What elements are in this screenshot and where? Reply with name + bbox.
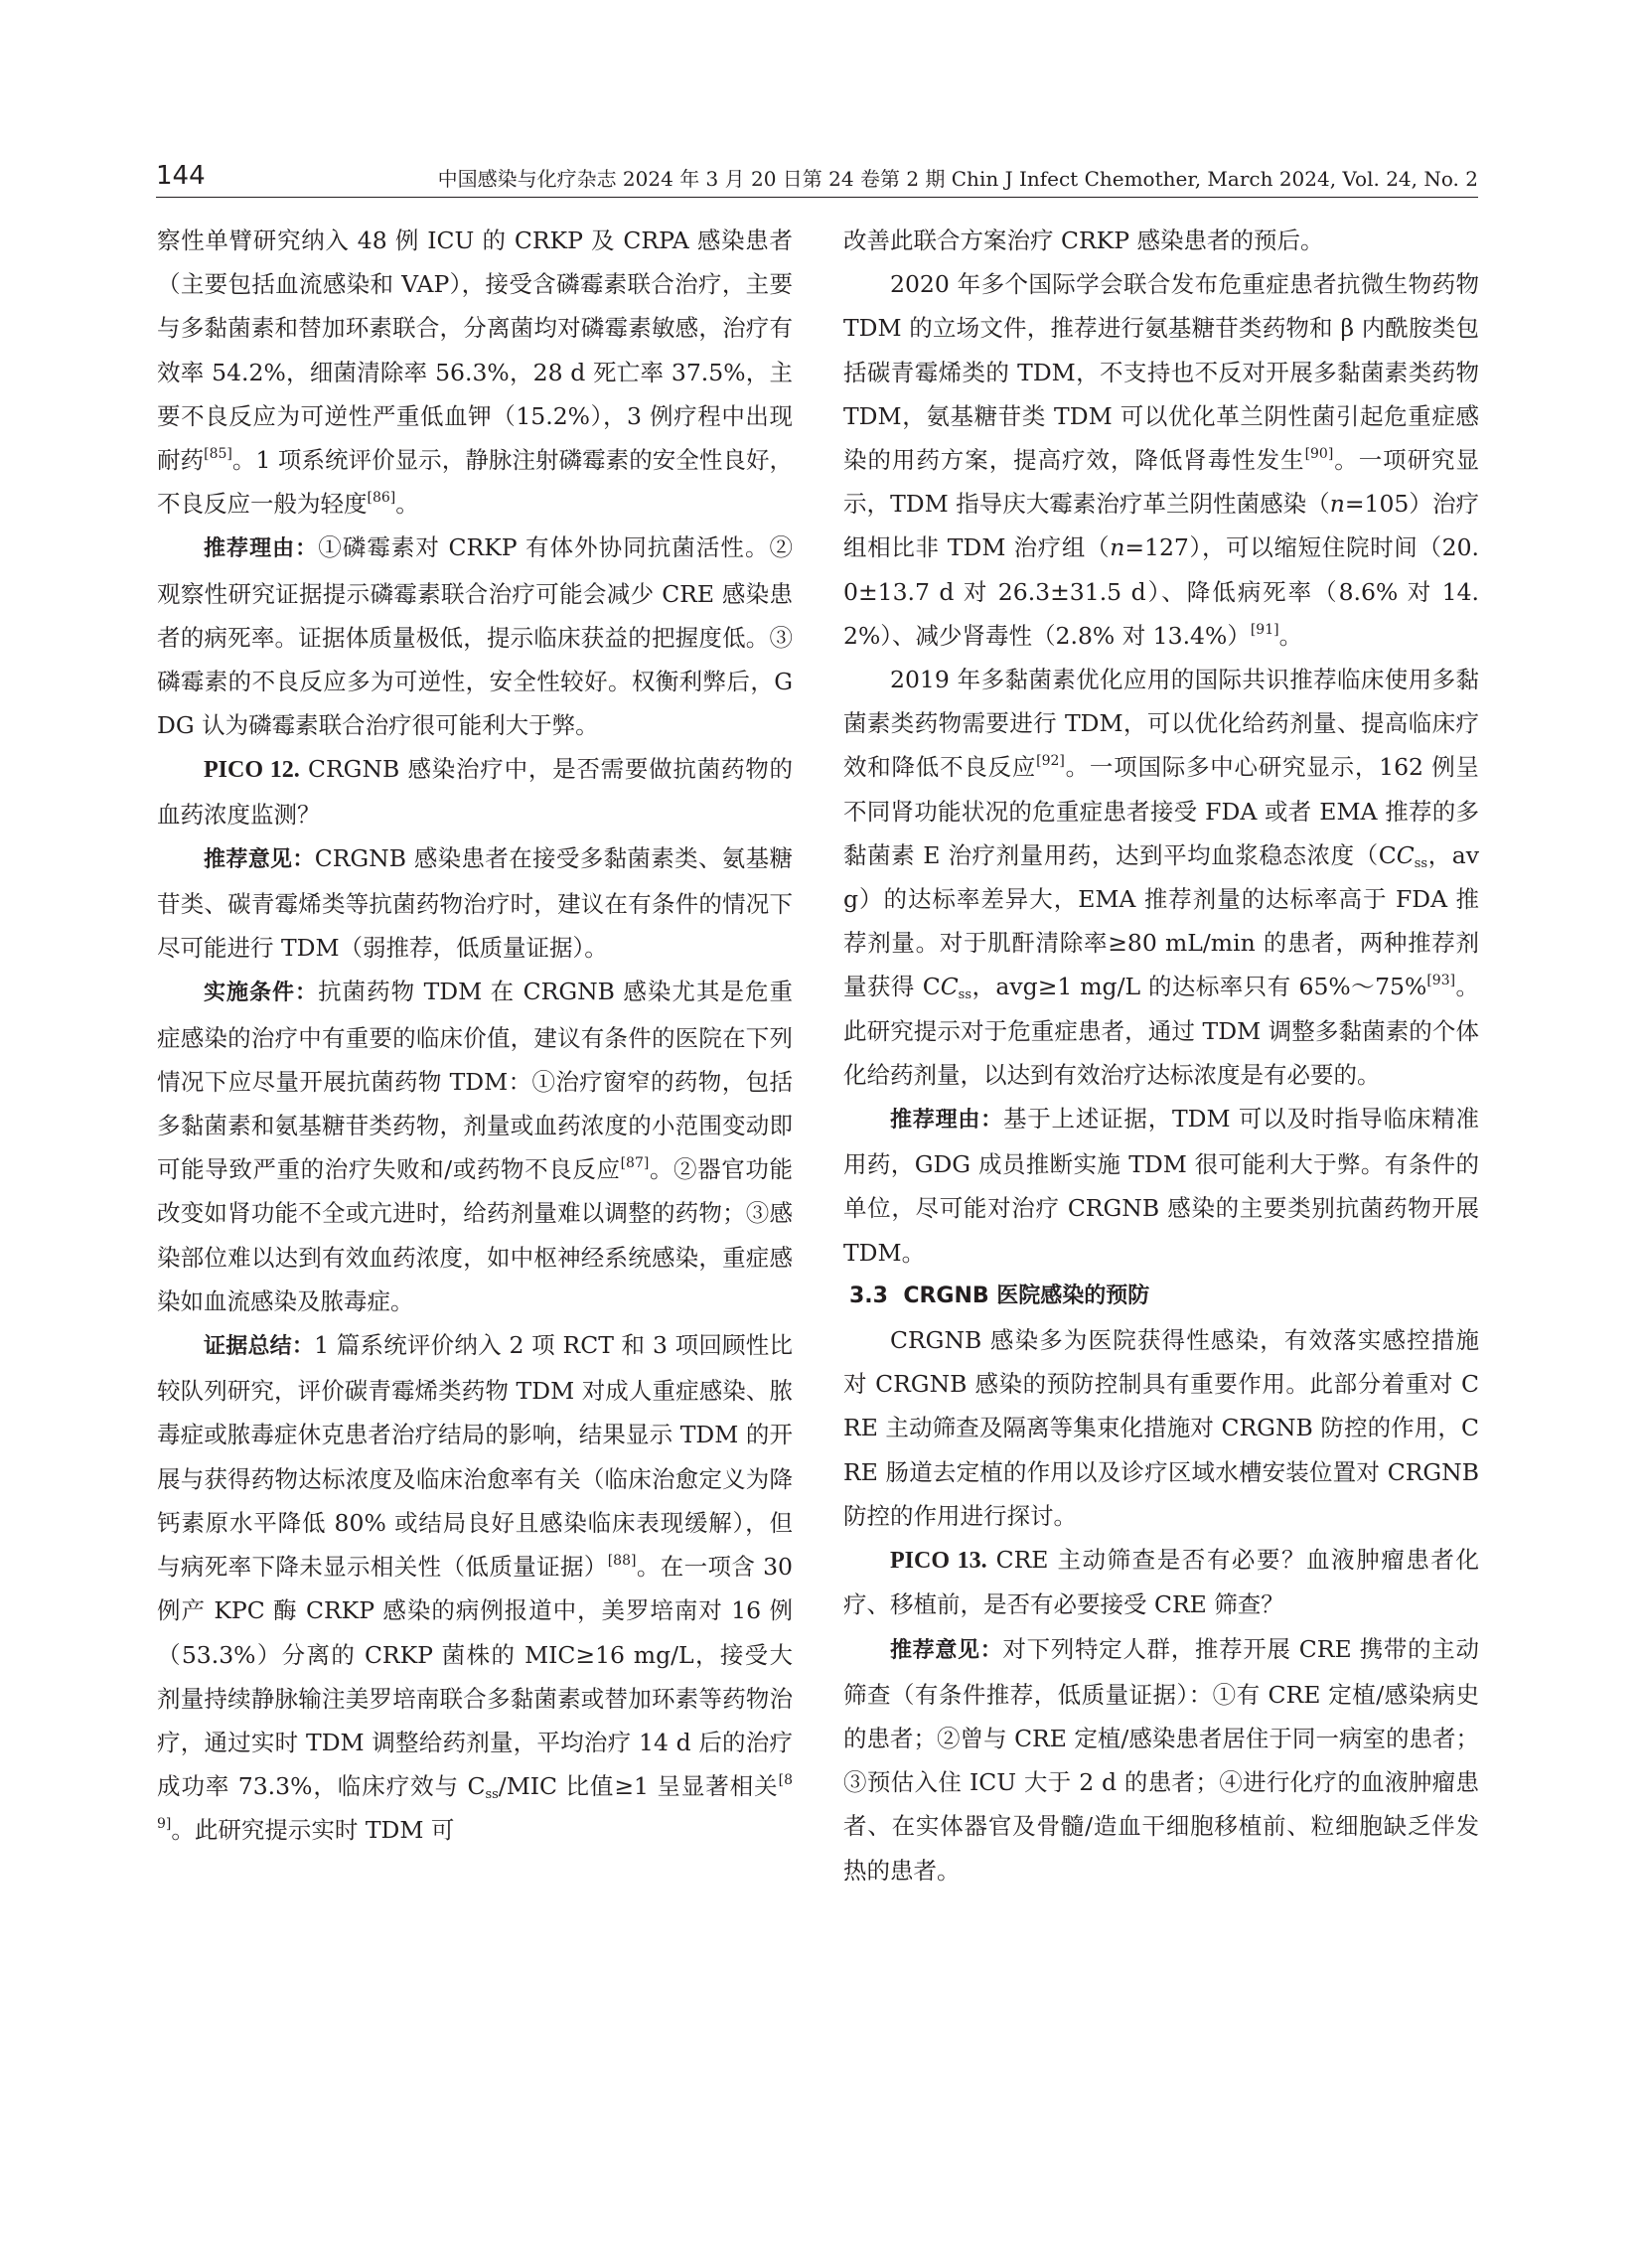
citation[interactable]: [93] <box>1426 973 1456 989</box>
paragraph-rationale-tdm: 推荐理由：基于上述证据，TDM 可以及时指导临床精准用药，GDG 成员推断实施 TDM 很可能利大于弊。有条件的单位，尽可能对治疗 CRGNB 感染的主要类别抗菌药物开展 TDM。 <box>843 1105 1479 1267</box>
label-rationale: 推荐理由： <box>204 536 319 562</box>
label-pico-12: PICO 12. <box>204 757 300 784</box>
citation[interactable]: [92] <box>1036 753 1065 770</box>
citation[interactable]: [86] <box>367 490 396 507</box>
paragraph-recommendation-screening: 推荐意见：对下列特定人群，推荐开展 CRE 携带的主动筛查（有条件推荐，低质量证据）：①有 CRE 定植/感染病史的患者；②曾与 CRE 定植/感染患者居住于同一病室的患者；③预估入住 ICU 大于 2 d 的患者；④进行化疗的血液肿瘤患者、在实体器官及骨髓/造血干细胞移植前、粒细胞缺乏伴发热的患者。 <box>843 1634 1479 1885</box>
left-column <box>157 219 793 1853</box>
paragraph-conditions: 实施条件：抗菌药物 TDM 在 CRGNB 感染尤其是危重症感染的治疗中有重要的临床价值，建议有条件的医院在下列情况下应尽量开展抗菌药物 TDM：①治疗窗窄的药物，包括多黏菌素和氨基糖苷类药物，剂量或血药浓度的小范围变动即可能导致严重的治疗失败和/或药物不良反应[87]。②器官功能改变如肾功能不全或亢进时，给药剂量难以调整的药物；③感染部位难以达到有效血药浓度，如中枢神经系统感染，重症感染如血流感染及脓毒症。 <box>157 978 793 1315</box>
page-number: 144 <box>156 161 206 191</box>
paragraph-recommendation-tdm: 推荐意见：CRGNB 感染患者在接受多黏菌素类、氨基糖苷类、碳青霉烯类等抗菌药物治疗时，建议在有条件的情况下尽可能进行 TDM（弱推荐，低质量证据）。 <box>157 843 793 963</box>
citation[interactable]: [90] <box>1304 446 1334 463</box>
citation[interactable]: [88] <box>607 1553 637 1570</box>
label-pico-13: PICO 13. <box>890 1548 987 1575</box>
paragraph-position-paper: 2020 年多个国际学会联合发布危重症患者抗微生物药物 TDM 的立场文件，推荐进行氨基糖苷类药物和 β 内酰胺类包括碳青霉烯类的 TDM，不支持也不反对开展多黏菌素类药物 TDM，氨基糖苷类 TDM 可以优化革兰阴性菌引起危重症感染的用药方案，提高疗效，降低肾毒性发生[90]。一项研究显示，TDM 指导庆大霉素治疗革兰阴性菌感染（n=105）治疗组相比非 TDM 治疗组（n=127），可以缩短住院时间（20.0±13.7 d 对 26.3±31.5 d）、降低病死率（8.6% 对 14.2%）、减少肾毒性（2.8% 对 13.4%）[91]。 <box>843 270 1480 650</box>
header-rule <box>156 197 1478 198</box>
paragraph-polymyxin-consensus: 2019 年多黏菌素优化应用的国际共识推荐临床使用多黏菌素类药物需要进行 TDM，可以优化给药剂量、提高临床疗效和降低不良反应[92]。一项国际多中心研究显示，162 例呈不同肾功能状况的危重症患者接受 FDA 或者 EMA 推荐的多黏菌素 E 治疗剂量用药，达到平均血浆稳态浓度（$CC_{ss}$，avg）的达标率差异大，EMA 推荐剂量的达标率高于 FDA 推荐剂量。对于肌酐清除率≥80 mL/min 的患者，两种推荐剂量获得 $CC_{ss}$，avg≥1 mg/L 的达标率只有 65%～75%[93]。此研究提示对于危重症患者，通过 TDM 调整多黏菌素的个体化给药剂量，以达到有效治疗达标浓度是有必要的。 <box>843 666 1480 1089</box>
paragraph-prevention-intro: CRGNB 感染多为医院获得性感染，有效落实感控措施对 CRGNB 感染的预防控制具有重要作用。此部分着重对 CRE 主动筛查及隔离等集束化措施对 CRGNB 防控的作用，CRE 肠道去定植的作用以及诊疗区域水槽安装位置对 CRGNB 防控的作用进行探讨。 <box>843 1326 1479 1530</box>
paragraph-pico-12: PICO 12. CRGNB 感染治疗中，是否需要做抗菌药物的血药浓度监测？ <box>157 755 793 829</box>
label-recommendation: 推荐意见： <box>890 1637 1003 1663</box>
section-heading-3-3 <box>849 1275 1479 1318</box>
label-conditions: 实施条件： <box>204 981 319 1006</box>
right-column <box>843 219 1479 1892</box>
paragraph-evidence-summary: 证据总结：1 篇系统评价纳入 2 项 RCT 和 3 项回顾性比较队列研究，评价碳青霉烯类药物 TDM 对成人重症感染、脓毒症或脓毒症休克患者治疗结局的影响，结果显示 TDM 的开展与获得药物达标浓度及临床治愈率有关（临床治愈定义为降钙素原水平降低 80% 或结局良好且感染临床表现缓解），但与病死率下降未显示相关性（低质量证据）[88]。在一项含 30 例产 KPC 酶 CRKP 感染的病例报道中，美罗培南对 16 例（53.3%）分离的 CRKP 菌株的 MIC≥16 mg/L，接受大剂量持续静脉输注美罗培南联合多黏菌素或替加环素等药物治疗，通过实时 TDM 调整给药剂量，平均治疗 14 d 后的治疗成功率 73.3%，临床疗效与 $C_{ss}$/MIC 比值≥1 呈显著相关[89]。此研究提示实时 TDM 可 <box>157 1331 794 1845</box>
citation[interactable]: [89] <box>157 1772 793 1833</box>
paragraph-continuation: 改善此联合方案治疗 CRKP 感染患者的预后。 <box>843 227 1324 254</box>
section-title: CRGNB 医院感染的预防 <box>903 1283 1150 1308</box>
paragraph-fosfomycin-study: 察性单臂研究纳入 48 例 ICU 的 CRKP 及 CRPA 感染患者（主要包括血流感染和 VAP），接受含磷霉素联合治疗，主要与多黏菌素和替加环素联合，分离菌均对磷霉素敏感，治疗有效率 54.2%，细菌清除率 56.3%，28 d 死亡率 37.5%，主要不良反应为可逆性严重低血钾（15.2%），3 例疗程中出现耐药[85]。1 项系统评价显示，静脉注射磷霉素的安全性良好，不良反应一般为轻度[86]。 <box>157 227 794 519</box>
paragraph-rationale-fosfomycin: 推荐理由：①磷霉素对 CRKP 有体外协同抗菌活性。②观察性研究证据提示磷霉素联合治疗可能会减少 CRE 感染患者的病死率。证据体质量极低，提示临床获益的把握度低。③磷霉素的不良反应多为可逆性，安全性较好。权衡利弊后，GDG 认为磷霉素联合治疗很可能利大于弊。 <box>157 533 793 740</box>
section-number: 3.3 <box>849 1283 888 1308</box>
label-rationale: 推荐理由： <box>890 1108 1003 1134</box>
citation[interactable]: [91] <box>1250 621 1279 638</box>
citation[interactable]: [85] <box>204 446 232 463</box>
paragraph-pico-13: PICO 13. CRE 主动筛查是否有必要？血液肿瘤患者化疗、移植前，是否有必要接受 CRE 筛查？ <box>843 1546 1480 1619</box>
label-evidence: 证据总结： <box>204 1334 315 1360</box>
journal-running-head: 中国感染与化疗杂志 2024 年 3 月 20 日第 24 卷第 2 期 Chin J Infect Chemother, March 2024, Vol. 24, No. 2 <box>437 167 1478 191</box>
citation[interactable]: [87] <box>620 1155 650 1172</box>
label-recommendation: 推荐意见： <box>204 846 315 872</box>
running-header <box>156 157 1478 201</box>
